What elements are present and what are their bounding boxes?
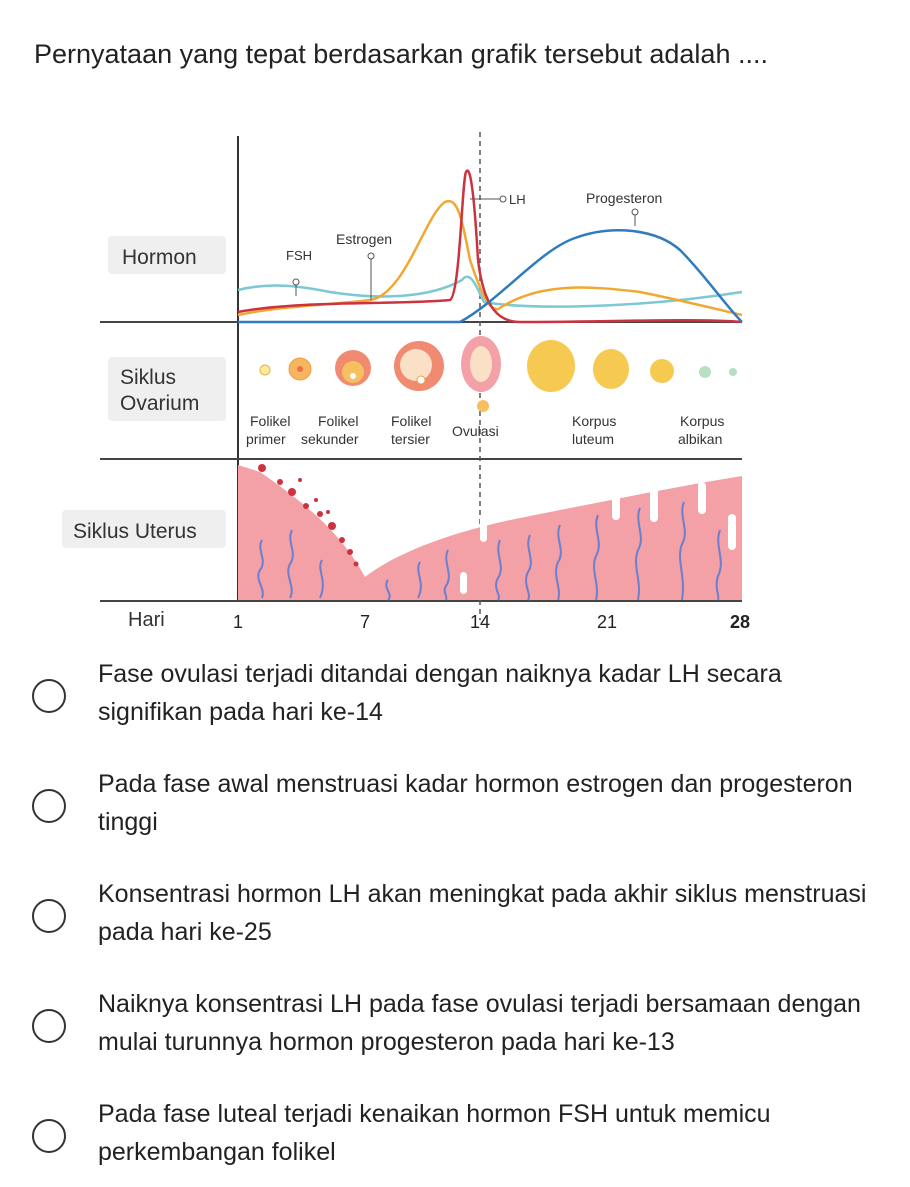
day-21: 21 xyxy=(596,612,618,632)
stage-tersier: Folikel tersier xyxy=(391,413,432,447)
day-1: 1 xyxy=(232,612,244,632)
option-a-text: Fase ovulasi terjadi ditandai dengan naiknya kadar LH secara signifikan pada hari ke-14 xyxy=(98,660,782,726)
menstrual-cycle-diagram xyxy=(0,110,910,640)
radio-option-e[interactable] xyxy=(32,1119,66,1153)
label-fsh: FSH xyxy=(286,248,312,263)
label-progesteron: Progesteron xyxy=(586,190,663,206)
day-14: 14 xyxy=(469,612,491,632)
follicle-secondary xyxy=(289,358,311,380)
radio-option-c[interactable] xyxy=(32,899,66,933)
option-c-text: Konsentrasi hormon LH akan meningkat pada akhir siklus menstruasi pada hari ke-25 xyxy=(98,880,867,946)
stage-sekunder: Folikel sekunder xyxy=(301,413,359,447)
day-7: 7 xyxy=(359,612,371,632)
label-estrogen: Estrogen xyxy=(336,231,393,247)
option-c[interactable] xyxy=(0,875,910,967)
follicle-tertiary-2 xyxy=(394,341,444,391)
follicle-primary xyxy=(260,365,270,375)
corpus-albicans xyxy=(699,366,737,378)
option-d[interactable] xyxy=(0,985,910,1077)
curve-estrogen xyxy=(238,201,742,315)
question-text: Pernyataan yang tepat berdasarkan grafik tersebut adalah .... xyxy=(34,39,768,69)
curve-progesterone xyxy=(238,230,742,322)
option-e-text: Pada fase luteal terjadi kenaikan hormon FSH untuk memicu perkembangan folikel xyxy=(98,1100,771,1166)
follicle-tertiary-1 xyxy=(335,350,371,386)
radio-option-b[interactable] xyxy=(32,789,66,823)
option-b[interactable] xyxy=(0,765,910,857)
label-siklus-uterus: Siklus Uterus xyxy=(73,520,197,543)
radio-option-d[interactable] xyxy=(32,1009,66,1043)
label-hari: Hari xyxy=(128,609,165,631)
uterine-lining xyxy=(238,465,742,600)
curve-lh xyxy=(238,171,742,322)
option-e[interactable] xyxy=(0,1095,910,1187)
label-hormon: Hormon xyxy=(122,246,197,269)
stage-korpus-albikan: Korpus albikan xyxy=(678,413,725,447)
label-siklus-ovarium: Siklus Ovarium xyxy=(120,366,200,415)
stage-korpus-luteum: Korpus luteum xyxy=(572,413,617,447)
radio-option-a[interactable] xyxy=(32,679,66,713)
option-b-text: Pada fase awal menstruasi kadar hormon estrogen dan progesteron tinggi xyxy=(98,770,853,836)
stage-primer: Folikel primer xyxy=(246,413,291,447)
stage-ovulasi: Ovulasi xyxy=(452,423,499,439)
day-28: 28 xyxy=(729,612,751,632)
corpus-luteum xyxy=(527,340,674,392)
option-d-text: Naiknya konsentrasi LH pada fase ovulasi terjadi bersamaan dengan mulai turunnya hormon progesteron pada hari ke-13 xyxy=(98,990,861,1056)
option-a[interactable] xyxy=(0,655,910,747)
label-lh: LH xyxy=(509,192,526,207)
follicle-ovulation xyxy=(461,336,501,412)
